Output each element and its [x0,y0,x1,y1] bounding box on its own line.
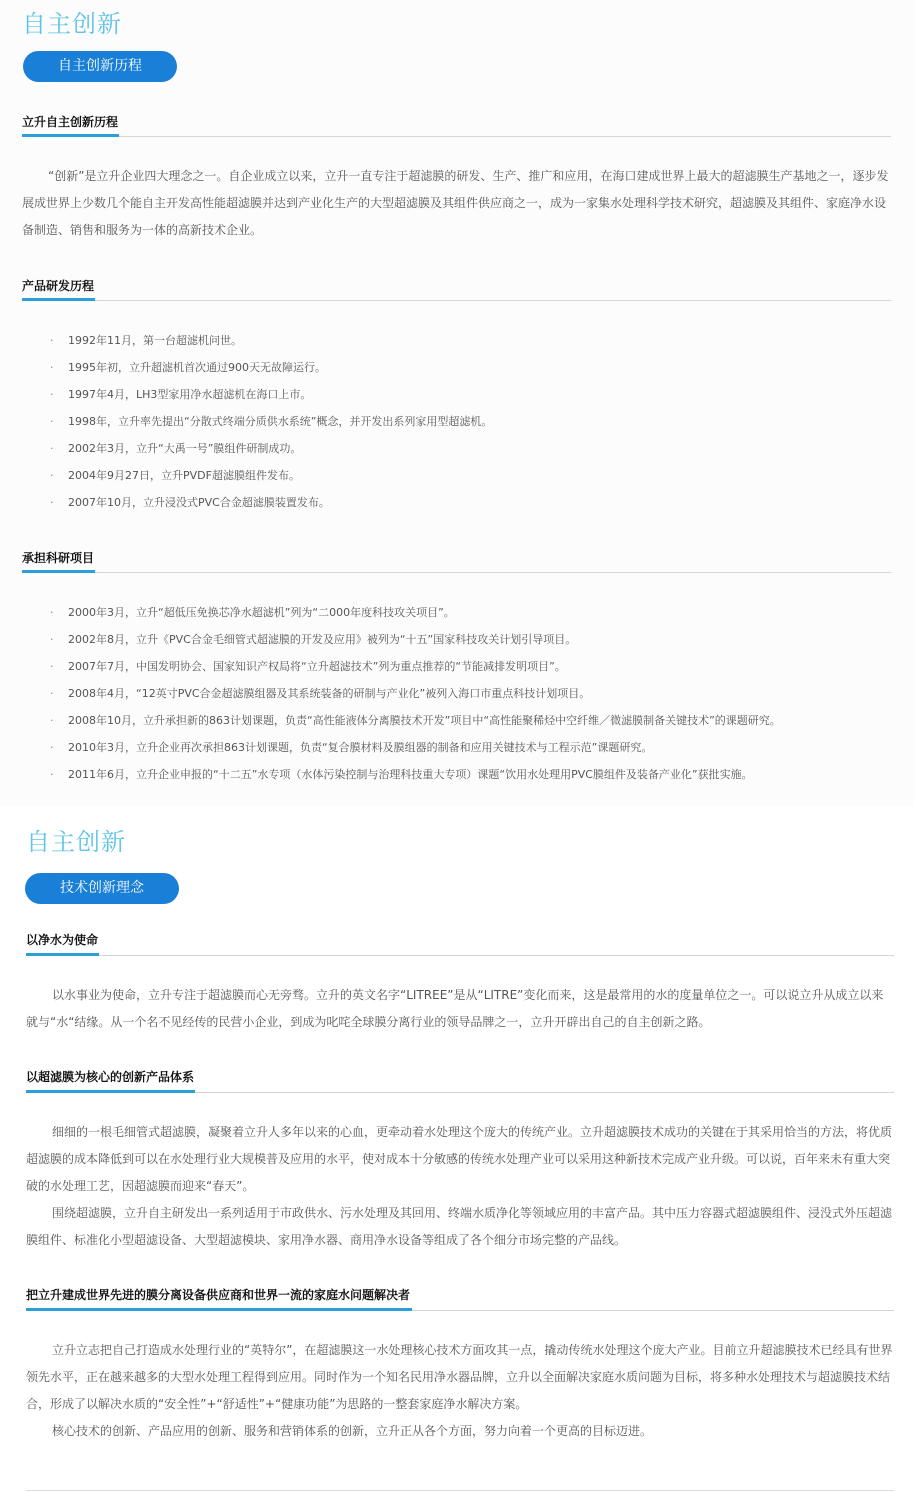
product-system-paragraph: 细细的一根毛细管式超滤膜，凝聚着立升人多年以来的心血，更牵动着水处理这个庞大的传统产业。立升超滤膜技术成功的关键在于其采用恰当的方法，将优质超滤膜的成本降低到可以在水处理行业大规模普及应用的水平，使对成本十分敏感的传统水处理产业可以采用这种新技术完成产业升级。可以说，百年来未有重大突破的水处理工艺，因超滤膜而迎来“春天”。 [26,1125,893,1193]
list-item: · 2008年10月，立升承担新的863计划课题，负责“高性能液体分离膜技术开发”项目中“高性能聚稀烃中空纤维／微滤膜制备关键技术”的课题研究。 [24,707,884,734]
list-item: · 2011年6月，立升企业申报的“十二五”水专项（水体污染控制与治理科技重大专项）课题“饮用水处理用PVC膜组件及装备产业化”获批实施。 [24,761,884,788]
research-projects-list [24,599,884,788]
bullet-icon: · [50,496,54,509]
bullet-icon: · [50,442,54,455]
list-item: · 1998年，立升率先提出“分散式终端分质供水系统”概念，并开发出系列家用型超滤机。 [24,408,884,435]
tab-innovation-history[interactable]: 自主创新历程 [23,51,177,82]
divider-accent [22,298,95,301]
heading-mission: 以净水为使命 [26,933,99,947]
goal-paragraph: 立升立志把自己打造成水处理行业的“英特尔”，在超滤膜这一水处理核心技术方面攻其一点，撬动传统水处理这个庞大产业。目前立升超滤膜技术已经具有世界领先水平，正在越来越多的大型水处理工程得到应用。同时作为一个知名民用净水器品牌，立升以全面解决家庭水质问题为目标，将多种水处理技术与超滤膜技术结合，形成了以解决水质的“安全性”+“舒适性”+“健康功能”为思路的一整套家庭净水解决方案。 [26,1343,893,1411]
bullet-icon: · [50,361,54,374]
divider [26,955,894,956]
divider [22,300,891,301]
goal-paragraph-2: 核心技术的创新、产品应用的创新、服务和营销体系的创新，立升正从各个方面，努力向着一个更高的目标迈进。 [52,1424,653,1438]
list-item: · 1992年11月，第一台超滤机问世。 [24,327,884,354]
footer-divider [26,1490,894,1491]
page-title: 自主创新 [26,828,126,856]
divider-accent [22,134,119,137]
heading-goal: 把立升建成世界先进的膜分离设备供应商和世界一流的家庭水问题解决者 [26,1288,411,1302]
bullet-icon: · [50,660,54,673]
page-title: 自主创新 [22,10,122,38]
list-item: · 1997年4月，LH3型家用净水超滤机在海口上市。 [24,381,884,408]
heading-product-system: 以超滤膜为核心的创新产品体系 [26,1070,195,1084]
bullet-icon: · [50,633,54,646]
tab-innovation-philosophy[interactable]: 技术创新理念 [25,873,179,904]
list-item: · 1995年初，立升超滤机首次通过900天无故障运行。 [24,354,884,381]
bullet-icon: · [50,606,54,619]
list-item: · 2002年8月，立升《PVC合金毛细管式超滤膜的开发及应用》被列为“十五”国家科技攻关计划引导项目。 [24,626,884,653]
bullet-icon: · [50,741,54,754]
product-system-paragraph-2: 围绕超滤膜，立升自主研发出一系列适用于市政供水、污水处理及其回用、终端水质净化等领域应用的丰富产品。其中压力容器式超滤膜组件、浸没式外压超滤膜组件、标准化小型超滤设备、大型超滤模块、家用净水器、商用净水设备等组成了各个细分市场完整的产品线。 [26,1206,893,1247]
bullet-icon: · [50,469,54,482]
divider-accent [26,953,99,956]
list-item: · 2007年7月，中国发明协会、国家知识产权局将“立升超滤技术”列为重点推荐的“节能减排发明项目”。 [24,653,884,680]
heading-innovation-history: 立升自主创新历程 [22,115,119,129]
divider [22,136,891,137]
list-item: · 2010年3月，立升企业再次承担863计划课题，负责“复合膜材料及膜组器的制备和应用关键技术与工程示范”课题研究。 [24,734,884,761]
list-item: · 2002年3月，立升“大禹一号”膜组件研制成功。 [24,435,884,462]
bullet-icon: · [50,687,54,700]
heading-research-projects: 承担科研项目 [22,551,95,565]
divider [22,572,891,573]
bullet-icon: · [50,334,54,347]
heading-product-history: 产品研发历程 [22,279,95,293]
innovation-philosophy-section [0,814,914,1492]
divider-accent [22,570,95,573]
bullet-icon: · [50,388,54,401]
list-item: · 2007年10月，立升浸没式PVC合金超滤膜装置发布。 [24,489,884,516]
divider-accent [26,1090,195,1093]
bullet-icon: · [50,714,54,727]
divider-accent [26,1308,412,1311]
list-item: · 2008年4月，“12英寸PVC合金超滤膜组器及其系统装备的研制与产业化”被列入海口市重点科技计划项目。 [24,680,884,707]
bullet-icon: · [50,415,54,428]
intro-paragraph: “创新”是立升企业四大理念之一。自企业成立以来，立升一直专注于超滤膜的研发、生产、推广和应用，在海口建成世界上最大的超滤膜生产基地之一，逐步发展成世界上少数几个能自主开发高性能超滤膜并达到产业化生产的大型超滤膜及其组件供应商之一，成为一家集水处理科学技术研究，超滤膜及其组件、家庭净水设备制造、销售和服务为一体的高新技术企业。 [22,169,889,237]
list-item: · 2000年3月，立升“超低压免换芯净水超滤机”列为“二000年度科技攻关项目”。 [24,599,884,626]
mission-paragraph: 以水事业为使命，立升专注于超滤膜而心无旁骛。立升的英文名字“LITREE”是从“LITRE”变化而来，这是最常用的水的度量单位之一。可以说立升从成立以来就与“水“结缘。从一个名不见经传的民营小企业，到成为叱咤全球膜分离行业的领导品牌之一，立升开辟出自己的自主创新之路。 [26,988,884,1029]
bullet-icon: · [50,768,54,781]
product-history-list [24,327,884,516]
list-item: · 2004年9月27日，立升PVDF超滤膜组件发布。 [24,462,884,489]
